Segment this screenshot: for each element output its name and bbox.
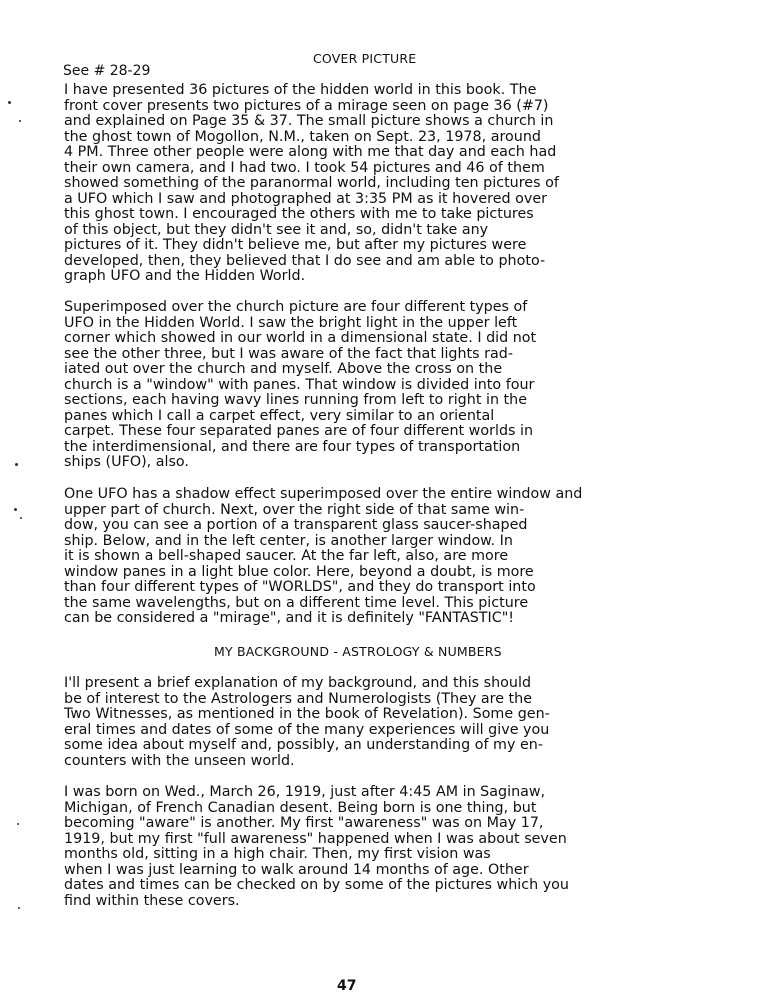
text-line: becoming "aware" is another. My first "awareness" was on May 17, — [64, 815, 544, 831]
text-line: dates and times can be checked on by some of the pictures which you — [64, 877, 569, 893]
text-line: I'll present a brief explanation of my background, and this should — [64, 675, 532, 691]
text-line: a UFO which I saw and photographed at 3:35 PM as it hovered over — [64, 190, 548, 207]
text-line: can be considered a "mirage", and it is definitely "FANTASTIC"! — [64, 610, 515, 626]
text-line: iated out over the church and myself. Above the cross on the — [64, 361, 503, 377]
text-line: developed, then, they believed that I do see and am able to photo- — [64, 252, 546, 269]
scan-speck — [18, 907, 20, 909]
text-line: than four different types of "WORLDS", and they do transport into — [64, 579, 536, 595]
scan-speck — [8, 101, 11, 104]
text-line: the interdimensional, and there are four types of transportation — [64, 438, 521, 455]
paragraph-cover-intro — [64, 83, 559, 285]
text-line: their own camera, and I had two. I took 54 pictures and 46 of them — [64, 159, 545, 176]
text-line: the ghost town of Mogollon, N.M., taken on Sept. 23, 1978, around — [64, 128, 541, 145]
scan-speck — [19, 120, 21, 122]
text-line: Michigan, of French Canadian desent. Being born is one thing, but — [64, 799, 537, 816]
paragraph-ufo-shadow — [64, 487, 582, 627]
text-line: church is a "window" with panes. That window is divided into four — [64, 376, 535, 393]
text-line: Superimposed over the church picture are four different types of — [64, 299, 528, 315]
text-line: panes which I call a carpet effect, very similar to an oriental — [64, 407, 495, 424]
text-line: window panes in a light blue color. Here, beyond a doubt, is more — [64, 563, 534, 580]
text-line: carpet. These four separated panes are of four different worlds in — [64, 423, 534, 439]
text-line: find within these covers. — [64, 892, 240, 909]
page-number: 47 — [337, 978, 357, 994]
text-line: counters with the unseen world. — [64, 752, 295, 769]
text-line: when I was just learning to walk around 14 months of age. Other — [64, 861, 529, 878]
text-line: graph UFO and the Hidden World. — [64, 268, 306, 284]
text-line: front cover presents two pictures of a mirage seen on page 36 (#7) — [64, 97, 549, 114]
scan-speck — [20, 517, 22, 519]
text-line: sections, each having wavy lines running from left to right in the — [64, 392, 528, 408]
text-line: UFO in the Hidden World. I saw the bright light in the upper left — [64, 314, 518, 331]
see-reference: See # 28-29 — [63, 63, 151, 79]
text-line: One UFO has a shadow effect superimposed over the entire window and — [64, 486, 583, 502]
text-line: I was born on Wed., March 26, 1919, just after 4:45 AM in Saginaw, — [64, 784, 546, 800]
text-line: 1919, but my first "full awareness" happened when I was about seven — [64, 830, 567, 847]
paragraph-superimposed — [64, 300, 536, 471]
scan-speck — [14, 508, 17, 511]
text-line: see the other three, but I was aware of the fact that lights rad- — [64, 345, 514, 362]
text-line: 4 PM. Three other people were along with me that day and each had — [64, 144, 557, 160]
text-line: eral times and dates of some of the many experiences will give you — [64, 721, 550, 738]
text-line: corner which showed in our world in a dimensional state. I did not — [64, 330, 537, 346]
text-line: ships (UFO), also. — [64, 454, 189, 470]
text-line: upper part of church. Next, over the right side of that same win- — [64, 501, 525, 518]
text-line: I have presented 36 pictures of the hidden world in this book. The — [64, 82, 537, 98]
text-line: some idea about myself and, possibly, an understanding of my en- — [64, 737, 543, 753]
text-line: and explained on Page 35 & 37. The small picture shows a church in — [64, 113, 554, 129]
text-line: Two Witnesses, as mentioned in the book of Revelation). Some gen- — [64, 706, 550, 722]
text-line: be of interest to the Astrologers and Numerologists (They are the — [64, 690, 532, 707]
text-line: showed something of the paranormal world, including ten pictures of — [64, 175, 559, 191]
text-line: months old, sitting in a high chair. Then, my first vision was — [64, 846, 491, 862]
text-line: ship. Below, and in the left center, is another larger window. In — [64, 532, 513, 549]
scan-speck — [17, 823, 19, 825]
text-line: this ghost town. I encouraged the others with me to take pictures — [64, 206, 534, 222]
text-line: dow, you can see a portion of a transparent glass saucer-shaped — [64, 517, 528, 533]
text-line: pictures of it. They didn't believe me, but after my pictures were — [64, 237, 527, 253]
text-line: it is shown a bell-shaped saucer. At the far left, also, are more — [64, 548, 509, 564]
text-line: the same wavelengths, but on a different time level. This picture — [64, 594, 529, 611]
paragraph-background-intro — [64, 676, 550, 769]
paragraph-birth — [64, 785, 569, 909]
cover-picture-heading: COVER PICTURE — [313, 51, 417, 66]
scan-speck — [15, 463, 18, 466]
background-section-heading: MY BACKGROUND - ASTROLOGY & NUMBERS — [214, 644, 502, 659]
text-line: of this object, but they didn't see it and, so, didn't take any — [64, 221, 489, 238]
